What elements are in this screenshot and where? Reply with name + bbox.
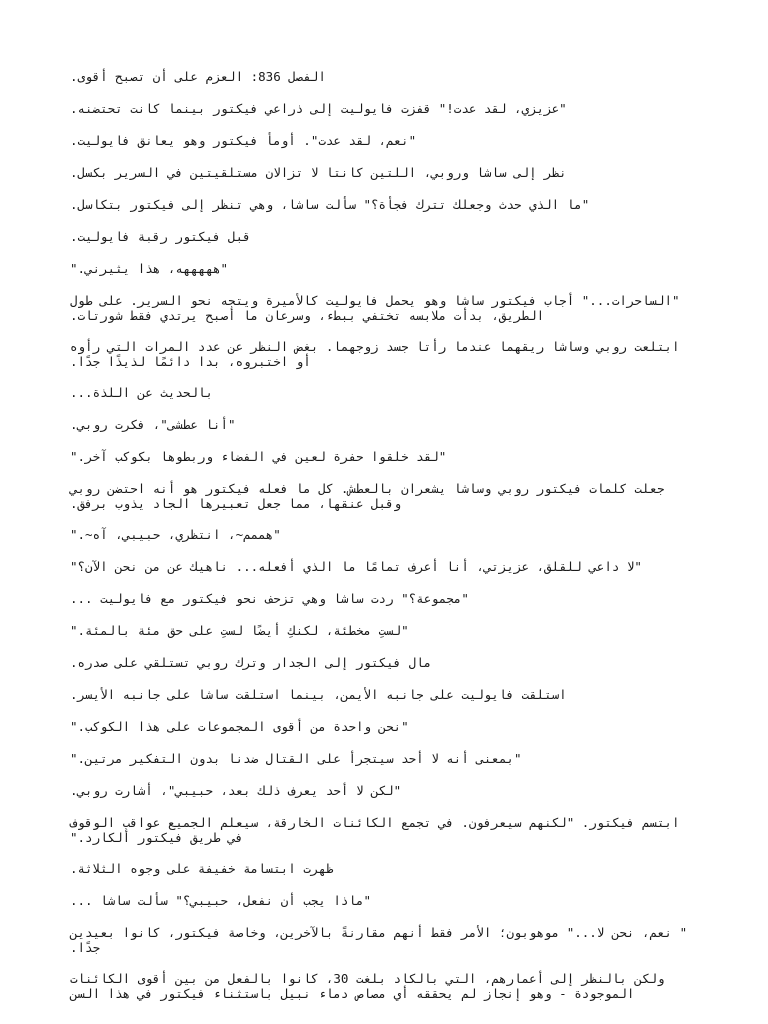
paragraph: "مجموعة؟" ردت ساشا وهي تزحف نحو فيكتور مع فايوليت ...	[70, 591, 469, 606]
paragraph: "هممم~، انتظري، حبيبي، آه~."	[70, 527, 281, 542]
paragraph: ظهرت ابتسامة خفيفة على وجوه الثلاثة.	[70, 861, 334, 876]
paragraph: "ما الذي حدث وجعلك تترك فجأة؟" سألت ساشا، وهي تنظر إلى فيكتور بتكاسل.	[70, 197, 590, 212]
paragraph: جعلت كلمات فيكتور روبي وساشا يشعران بالعطش. كل ما فعله فيكتور هو أنه احتضن روبي وقبل عنقها، مما جعل تعبيرها الجاد يذوب برفق.	[70, 481, 665, 511]
paragraph: "لكن لا أحد يعرف ذلك بعد، حبيبي"، أشارت روبي.	[70, 783, 402, 798]
chapter-text	[70, 69, 694, 1017]
paragraph: " نعم، نحن لا..." موهوبون؛ الأمر فقط أنهم مقارنةً بالآخرين، وخاصة فيكتور، كانوا بعيدين جدًا.	[70, 925, 688, 955]
paragraph: استلقت فايوليت على جانبه الأيمن، بينما استلقت ساشا على جانبه الأيسر.	[70, 687, 567, 702]
paragraph: نظر إلى ساشا وروبي، اللتين كانتا لا تزالان مستلقيتين في السرير بكسل.	[70, 165, 567, 180]
paragraph: ابتلعت روبي وساشا ريقهما عندما رأتا جسد زوجهما. بغض النظر عن عدد المرات التي رأوه أو اختبروه، بدا دائمًا لذيذًا جدًا.	[70, 339, 680, 369]
paragraph: قبل فيكتور رقبة فايوليت.	[70, 229, 251, 244]
paragraph: "لقد خلقوا حفرة لعين في الفضاء وربطوها بكوكب آخر."	[70, 449, 447, 464]
paragraph: "عزيزي، لقد عدت!" قفزت فايوليت إلى ذراعي فيكتور بينما كانت تحتضنه.	[70, 101, 567, 116]
paragraph: "لا داعي للقلق، عزيزتي، أنا أعرف تمامًا ما الذي أفعله... ناهيك عن من نحن الآن؟"	[70, 559, 642, 574]
paragraph: "لستِ مخطئة، لكنكِ أيضًا لستِ على حق مئة بالمئة."	[70, 623, 409, 638]
paragraph: "بمعنى أنه لا أحد سيتجرأ على القتال ضدنا بدون التفكير مرتين."	[70, 751, 522, 766]
paragraph: "هههههه، هذا يثيرني."	[70, 261, 229, 276]
paragraph: بالحديث عن اللذة...	[70, 385, 213, 400]
paragraph: "نحن واحدة من أقوى المجموعات على هذا الكوكب."	[70, 719, 409, 734]
paragraph: "الساحرات..." أجاب فيكتور ساشا وهو يحمل فايوليت كالأميرة ويتجه نحو السرير. على طول الطريق، بدأت ملابسه تختفي ببطء، وسرعان ما أصبح يرتدي فقط شورتات.	[70, 293, 680, 323]
paragraph: مال فيكتور إلى الجدار وترك روبي تستلقي على صدره.	[70, 655, 432, 670]
paragraph: "أنا عطشى"، فكرت روبي.	[70, 417, 236, 432]
paragraph: ولكن بالنظر إلى أعمارهم، التي بالكاد بلغت 30، كانوا بالفعل من بين أقوى الكائنات الموجودة - وهو إنجاز لم يحققه أي مصاص دماء نبيل باستثناء فيكتور في هذا السن	[70, 971, 665, 1001]
paragraph: "نعم، لقد عدت". أومأ فيكتور وهو يعانق فايوليت.	[70, 133, 417, 148]
paragraph: "ماذا يجب أن نفعل، حبيبي؟" سألت ساشا ...	[70, 893, 372, 908]
chapter-title: الفصل 836: العزم على أن تصبح أقوى.	[70, 69, 326, 84]
paragraph: ابتسم فيكتور. "لكنهم سيعرفون. في تجمع الكائنات الخارقة، سيعلم الجميع عواقب الوقوف في طريق فيكتور ألكارد."	[70, 815, 680, 845]
